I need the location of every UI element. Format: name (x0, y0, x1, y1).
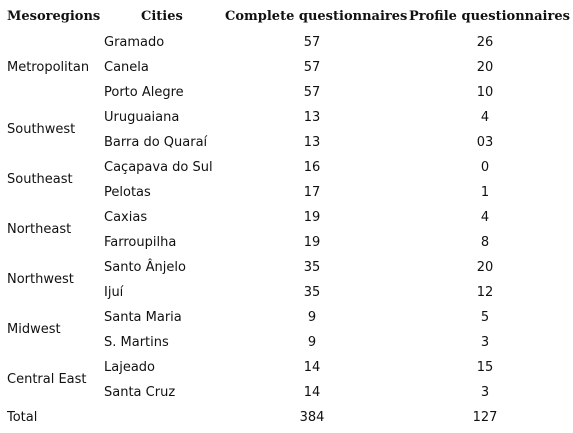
complete-count-cell: 9 (307, 335, 317, 350)
city-cell: Pelotas (104, 185, 151, 200)
city-cell: Uruguaiana (104, 110, 180, 125)
profile-count-cell: 15 (476, 360, 494, 375)
profile-count-cell: 0 (480, 160, 490, 175)
city-cell: S. Martins (104, 335, 169, 350)
header-mesoregions: Mesoregions (7, 9, 101, 24)
region-label: Southeast (7, 172, 73, 187)
region-label: Northwest (7, 272, 74, 287)
profile-count-cell: 20 (476, 60, 494, 75)
city-cell: Ijuí (104, 285, 124, 300)
profile-count-cell: 3 (480, 385, 490, 400)
complete-count-cell: 19 (303, 235, 321, 250)
region-label: Northeast (7, 222, 72, 237)
city-cell: Santa Cruz (104, 385, 176, 400)
profile-count-cell: 5 (480, 310, 490, 325)
city-cell: Santo Ânjelo (104, 260, 186, 275)
complete-count-cell: 13 (303, 135, 321, 150)
total-complete-count: 384 (299, 410, 325, 425)
total-profile-count: 127 (472, 410, 498, 425)
total-label: Total (7, 410, 38, 425)
profile-count-cell: 10 (476, 85, 494, 100)
region-label: Midwest (7, 322, 61, 337)
complete-count-cell: 19 (303, 210, 321, 225)
city-cell: Caçapava do Sul (104, 160, 213, 175)
city-cell: Caxias (104, 210, 148, 225)
city-cell: Canela (104, 60, 149, 75)
profile-count-cell: 03 (476, 135, 494, 150)
profile-count-cell: 12 (476, 285, 494, 300)
city-cell: Lajeado (104, 360, 155, 375)
complete-count-cell: 16 (303, 160, 321, 175)
profile-count-cell: 20 (476, 260, 494, 275)
region-label: Central East (7, 372, 87, 387)
region-label: Metropolitan (7, 60, 90, 75)
complete-count-cell: 14 (303, 385, 321, 400)
profile-count-cell: 26 (476, 35, 494, 50)
city-cell: Farroupilha (104, 235, 177, 250)
city-cell: Gramado (104, 35, 165, 50)
complete-count-cell: 9 (307, 310, 317, 325)
city-cell: Santa Maria (104, 310, 182, 325)
complete-count-cell: 17 (303, 185, 321, 200)
profile-count-cell: 3 (480, 335, 490, 350)
complete-count-cell: 13 (303, 110, 321, 125)
region-label: Southwest (7, 122, 76, 137)
header-complete-questionnaires: Complete questionnaires (225, 9, 408, 24)
complete-count-cell: 57 (303, 85, 321, 100)
city-cell: Porto Alegre (104, 85, 184, 100)
profile-count-cell: 8 (480, 235, 490, 250)
complete-count-cell: 57 (303, 60, 321, 75)
complete-count-cell: 57 (303, 35, 321, 50)
profile-count-cell: 4 (480, 210, 490, 225)
profile-count-cell: 4 (480, 110, 490, 125)
city-cell: Barra do Quaraí (104, 135, 208, 150)
profile-count-cell: 1 (480, 185, 490, 200)
complete-count-cell: 35 (303, 285, 321, 300)
complete-count-cell: 14 (303, 360, 321, 375)
complete-count-cell: 35 (303, 260, 321, 275)
header-cities: Cities (141, 9, 183, 24)
header-profile-questionnaires: Profile questionnaires (409, 9, 570, 24)
